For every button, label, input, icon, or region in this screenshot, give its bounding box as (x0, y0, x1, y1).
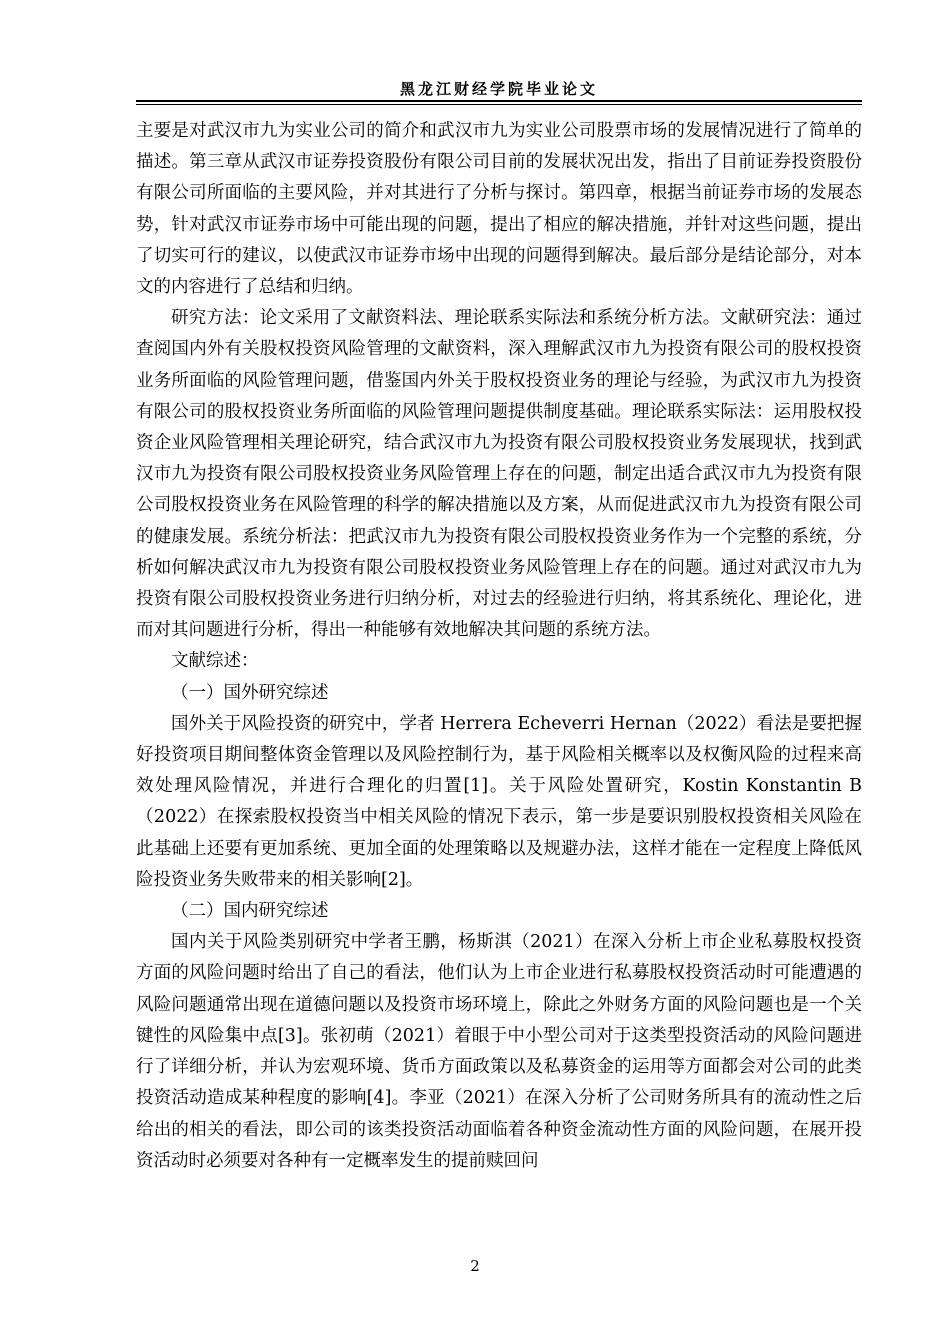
page-number: 2 (470, 1257, 480, 1275)
header-rule-thick (136, 100, 862, 102)
body-text (136, 116, 862, 1177)
paragraph-research-methods: 研究方法：论文采用了文献资料法、理论联系实际法和系统分析方法。文献研究法：通过查阅国内外有关股权投资风险管理的文献资料，深入理解武汉市九为投资有限公司的股权投资业务所面临的风险管理问题，借鉴国内外关于股权投资业务的理论与经验，为武汉市九为投资有限公司的股权投资业务所面临的风险管理问题提供制度基础。理论联系实际法：运用股权投资企业风险管理相关理论研究，结合武汉市九为投资有限公司股权投资业务发展现状，找到武汉市九为投资有限公司股权投资业务风险管理上存在的问题，制定出适合武汉市九为投资有限公司股权投资业务在风险管理的科学的解决措施以及方案，从而促进武汉市九为投资有限公司的健康发展。系统分析法：把武汉市九为投资有限公司股权投资业务作为一个完整的系统，分析如何解决武汉市九为投资有限公司股权投资业务风险管理上存在的问题。通过对武汉市九为投资有限公司股权投资业务进行归纳分析，对过去的经验进行归纳，将其系统化、理论化，进而对其问题进行分析，得出一种能够有效地解决其问题的系统方法。 (136, 308, 862, 641)
paragraph-foreign-research: 国外关于风险投资的研究中，学者 Herrera Echeverri Hernan（2022）看法是要把握好投资项目期间整体资金管理以及风险控制行为，基于风险相关概率以及权衡风险的过程来高效处理风险情况，并进行合理化的归置[1]。关于风险处置研究，Kostin Konstantin B（2022）在探索股权投资当中相关风险的情况下表示，第一步是要识别股权投资相关风险在此基础上还要有更加系统、更加全面的处理策略以及规避办法，这样才能在一定程度上降低风险投资业务失败带来的相关影响[2]。 (136, 713, 862, 890)
header-rule-thin (136, 104, 862, 105)
heading-literature-review: 文献综述： (171, 651, 259, 672)
paragraph-domestic-research: 国内关于风险类别研究中学者王鹏，杨斯淇（2021）在深入分析上市企业私募股权投资方面的风险问题时给出了自己的看法，他们认为上市企业进行私募股权投资活动时可能遭遇的风险问题通常出现在道德问题以及投资市场环境上，除此之外财务方面的风险问题也是一个关键性的风险集中点[3]。张初萌（2021）着眼于中小型公司对于这类型投资活动的风险问题进行了详细分析，并认为宏观环境、货币方面政策以及私募资金的运用等方面都会对公司的此类投资活动造成某种程度的影响[4]。李亚（2021）在深入分析了公司财务所具有的流动性之后给出的相关的看法，即公司的该类投资活动面临着各种资金流动性方面的风险问题，在展开投资活动时必须要对各种有一定概率发生的提前赎回问 (136, 932, 862, 1171)
paragraph-chapter-overview: 主要是对武汉市九为实业公司的简介和武汉市九为实业公司股票市场的发展情况进行了简单的描述。第三章从武汉市证券投资股份有限公司目前的发展状况出发，指出了目前证券投资股份有限公司所面临的主要风险，并对其进行了分析与探讨。第四章，根据当前证券市场的发展态势，针对武汉市证券市场中可能出现的问题，提出了相应的解决措施，并针对这些问题，提出了切实可行的建议，以使武汉市证券市场中出现的问题得到解决。最后部分是结论部分，对本文的内容进行了总结和归纳。 (136, 121, 862, 298)
heading-foreign-research: （一）国外研究综述 (171, 682, 329, 703)
running-header: 黑龙江财经学院毕业论文 (399, 80, 598, 98)
heading-domestic-research: （二）国内研究综述 (171, 901, 329, 922)
